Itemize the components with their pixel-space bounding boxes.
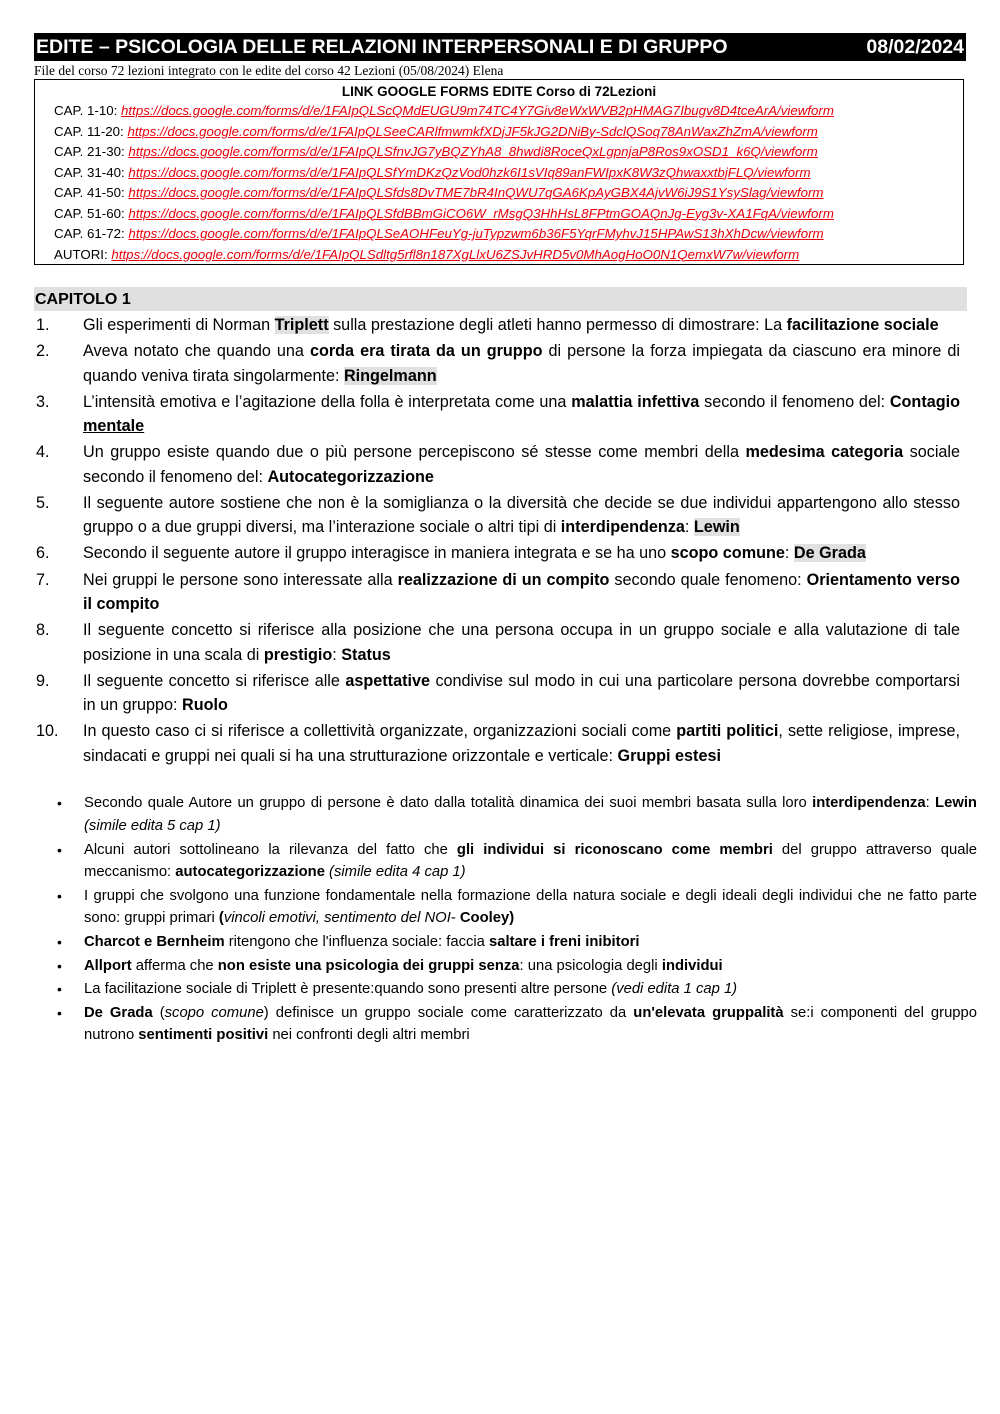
bullet-icon: • [57, 887, 62, 904]
text-run: scopo comune [670, 544, 785, 563]
question-item [34, 339, 960, 388]
text-run: partiti politici [676, 722, 779, 741]
text-run: Gli esperimenti di Norman [83, 316, 275, 334]
text-run: mentale [83, 417, 145, 436]
text-run: Aveva notato che quando una [83, 342, 310, 361]
text-run: autocategorizzazione [175, 864, 325, 881]
text-run: aspettative [345, 671, 430, 690]
text-run: Un gruppo esiste quando due o più persone percepiscono sé stesse come membri della [83, 443, 746, 462]
bullet-item [34, 885, 977, 930]
link-label: CAP. 21-30: [54, 144, 129, 159]
text-run: Ringelmann [343, 366, 437, 385]
links-list [35, 101, 963, 265]
text-run: ) definisce un gruppo sociale come caratterizzato da [263, 1004, 634, 1021]
link-row [35, 204, 963, 225]
text-run: sulla prestazione degli atleti hanno permesso di dimostrare: La [328, 316, 787, 334]
bullet-item [34, 978, 977, 1001]
form-link[interactable]: https://docs.google.com/forms/d/e/1FAIpQLSeAOHFeuYg-juTypzwm6b36F5YqrFMyhvJ15HPAwS13hXhDcw/viewform [128, 226, 824, 241]
text-run: interdipendenza [812, 795, 926, 812]
bullet-item [34, 839, 977, 884]
question-number: 3. [36, 392, 50, 411]
text-run: Autocategorizzazione [267, 467, 434, 486]
text-run: Lewin [935, 795, 977, 812]
question-number: 2. [36, 342, 50, 361]
question-item [34, 568, 960, 617]
question-number: 7. [36, 570, 50, 589]
link-row [35, 245, 963, 266]
bullet-item [34, 955, 977, 978]
text-run: afferma che [131, 957, 218, 974]
text-run: condivise sul modo in cui una particolare persona dovrebbe comportarsi in un gruppo: [83, 671, 960, 715]
text-run: Il seguente autore sostiene che non è la somiglianza o la diversità che decide se due individui appartengono allo stesso gruppo o a due gruppi diversi, ma l’interazione sociale o altri tipi di [83, 493, 960, 537]
text-run: Cooley) [459, 910, 515, 927]
link-label: CAP. 1-10: [54, 103, 122, 118]
text-run: Status [341, 645, 391, 664]
link-label: CAP. 41-50: [54, 185, 129, 200]
links-box-title: LINK GOOGLE FORMS EDITE Corso di 72Lezioni [341, 84, 657, 99]
text-run: : una psicologia degli [519, 957, 662, 974]
question-item [34, 669, 960, 718]
question-list [34, 313, 966, 768]
link-label: CAP. 61-72: [54, 226, 129, 241]
question-number: 8. [36, 621, 50, 640]
question-number: 9. [36, 671, 50, 690]
text-run: saltare i freni inibitori [489, 933, 640, 950]
text-run: corda era tirata da un gruppo [309, 342, 543, 361]
bullet-icon: • [57, 933, 62, 950]
text-run: Secondo il seguente autore il gruppo interagisce in maniera integrata e se ha uno [83, 544, 671, 563]
text-run: Nei gruppi le persone sono interessate alla [83, 570, 398, 589]
text-run: Il seguente concetto si riferisce alla posizione che una persona occupa in un gruppo sociale e alla valutazione di tale posizione in una scala di [83, 621, 960, 664]
link-label: AUTORI: [54, 246, 112, 262]
bullet-list [34, 792, 978, 1047]
link-row [35, 224, 963, 245]
text-run: Secondo quale Autore un gruppo di persone è dato dalla totalità dinamica dei suoi membri basata sulla loro [84, 795, 813, 812]
question-item [34, 618, 960, 667]
form-link[interactable]: https://docs.google.com/forms/d/e/1FAIpQLScQMdEUGU9m74TC4Y7Giv8eWxWVB2pHMAG7Ibugv8D4tceArA/viewform [121, 103, 834, 118]
text-run: In questo caso ci si riferisce a collettività organizzate, organizzazioni sociali come [83, 722, 677, 741]
question-item [34, 541, 960, 566]
text-run: individui [661, 957, 723, 974]
text-run: : [925, 795, 936, 812]
question-number: 6. [36, 544, 50, 563]
bullet-icon: • [57, 957, 62, 974]
question-number: 10. [36, 722, 59, 741]
text-run: Gruppi estesi [617, 746, 721, 765]
document-subtitle: File del corso 72 lezioni integrato con le edite del corso 42 Lezioni (05/08/2024) Elena [34, 63, 504, 78]
text-run: non esiste una psicologia dei gruppi senza [217, 957, 520, 974]
bullet-icon: • [57, 981, 62, 998]
form-link[interactable]: https://docs.google.com/forms/d/e/1FAIpQLSdltg5rfl8n187XgLlxU6ZSJvHRD5v0MhAogHoO0N1QemxW7w/viewform [111, 246, 800, 262]
form-link[interactable]: https://docs.google.com/forms/d/e/1FAIpQLSfds8DvTME7bR4InQWU7qGA6KpAyGBX4AjvW6iJ9S1YsySlag/viewform [128, 185, 824, 200]
link-label: CAP. 51-60: [54, 205, 129, 221]
link-row [35, 101, 963, 122]
text-run: Lewin [693, 518, 740, 537]
question-item [34, 440, 960, 489]
question-number: 4. [36, 443, 50, 462]
text-run: I gruppi che svolgono una funzione fondamentale nella formazione della natura sociale e degli ideali degli individui che ne fatto parte sono: gruppi primari [84, 887, 977, 927]
form-link[interactable]: https://docs.google.com/forms/d/e/1FAIpQLSfdBBmGiCO6W_rMsgQ3HhHsL8FPtmGOAQnJg-Eyg3v-XA1FqA/viewform [128, 205, 834, 221]
text-run: - [450, 910, 460, 927]
text-run: , sette religiose, imprese, sindacati e gruppi nei quali si ha una strutturazione orizzontale e verticale: [83, 722, 961, 765]
bullet-icon: • [57, 841, 62, 858]
text-run: gli individui si riconoscano come membri [456, 841, 773, 858]
question-number: 1. [36, 316, 50, 334]
text-run: realizzazione di un compito [397, 570, 610, 589]
question-item [34, 390, 960, 439]
text-run: : [332, 645, 342, 664]
text-run: (vedi edita 1 cap 1) [611, 981, 738, 998]
text-run: scopo comune [164, 1004, 264, 1021]
text-run: prestigio [263, 645, 333, 664]
text-run: : [684, 518, 694, 537]
text-run: De Grada [793, 544, 866, 563]
link-row [35, 142, 963, 163]
link-label: CAP. 31-40: [54, 164, 129, 180]
text-run: Allport [84, 957, 132, 974]
question-item [34, 313, 960, 338]
bullet-item [34, 792, 977, 837]
text-run: interdipendenza [560, 518, 685, 537]
document-title: EDITE – PSICOLOGIA DELLE RELAZIONI INTERPERSONALI E DI GRUPPO [36, 35, 728, 58]
text-run: Il seguente concetto si riferisce alle [83, 671, 346, 690]
text-run: Alcuni autori sottolineano la rilevanza del fatto che [84, 841, 457, 858]
bullet-item [34, 1002, 977, 1047]
question-number: 5. [36, 493, 50, 512]
text-run: (simile edita 4 cap 1) [329, 864, 466, 881]
bullet-icon: • [57, 795, 62, 812]
text-run: ( [152, 1004, 165, 1021]
question-item [34, 719, 960, 768]
text-run: nei confronti degli altri membri [268, 1027, 470, 1044]
text-run: malattia infettiva [571, 392, 700, 411]
text-run: vincoli emotivi, sentimento del NOI [223, 910, 451, 927]
document-page [34, 33, 978, 1048]
chapter-heading: CAPITOLO 1 [34, 287, 967, 311]
link-row [35, 122, 963, 143]
link-label: CAP. 11-20: [54, 123, 128, 139]
links-box [34, 79, 964, 265]
bullet-item [34, 931, 977, 954]
text-run: secondo il fenomeno del: [699, 392, 890, 411]
link-row [35, 183, 963, 204]
text-run: sociale secondo il fenomeno del: [83, 443, 961, 486]
text-run: Ruolo [182, 696, 228, 715]
text-run: Orientamento verso il compito [83, 570, 960, 614]
text-run: ( [218, 910, 224, 927]
document-date: 08/02/2024 [866, 35, 964, 58]
text-run: Contagio [889, 392, 960, 411]
text-run: Charcot e Bernheim [84, 933, 225, 950]
text-run: del gruppo attraverso quale meccanismo: [84, 841, 977, 881]
link-row [35, 163, 963, 184]
text-run: (simile edita 5 cap 1) [84, 817, 221, 834]
text-run: facilitazione sociale [786, 316, 939, 334]
text-run: medesima categoria [745, 443, 904, 462]
form-link[interactable]: https://docs.google.com/forms/d/e/1FAIpQLSfYmDKzQzVod0hzk6I1sVIq89anFWIpxK8W3zQhwaxxtbjFLQ/viewform [128, 164, 811, 180]
text-run: se:i componenti del gruppo nutrono [84, 1004, 978, 1044]
bullet-icon: • [57, 1004, 62, 1021]
question-item [34, 491, 960, 540]
form-link[interactable]: https://docs.google.com/forms/d/e/1FAIpQLSfnvJG7yBQZYhA8_8hwdi8RoceQxLgpnjaP8Ros9xOSD1_k6Q/viewform [128, 144, 818, 159]
text-run: ritengono che l'influenza sociale: faccia [224, 933, 490, 950]
form-link[interactable]: https://docs.google.com/forms/d/e/1FAIpQLSeeCARlfmwmkfXDjJF5kJG2DNiBy-SdclQSoq78AnWaxZhZmA/viewform [127, 123, 818, 139]
text-run: un'elevata gruppalità [633, 1004, 784, 1021]
text-run: : [784, 544, 794, 563]
title-bar [34, 33, 966, 61]
text-run: Triplett [274, 316, 329, 334]
text-run: di persone la forza impiegata da ciascuno era minore di quando veniva tirata singolarmente: [83, 342, 960, 385]
text-run: L’intensità emotiva e l’agitazione della folla è interpretata come una [83, 392, 572, 411]
text-run: sentimenti positivi [138, 1027, 269, 1044]
text-run: secondo quale fenomeno: [609, 570, 807, 589]
text-run: De Grada [84, 1004, 153, 1021]
text-run: La facilitazione sociale di Triplett è presente:quando sono presenti altre persone [84, 981, 612, 998]
